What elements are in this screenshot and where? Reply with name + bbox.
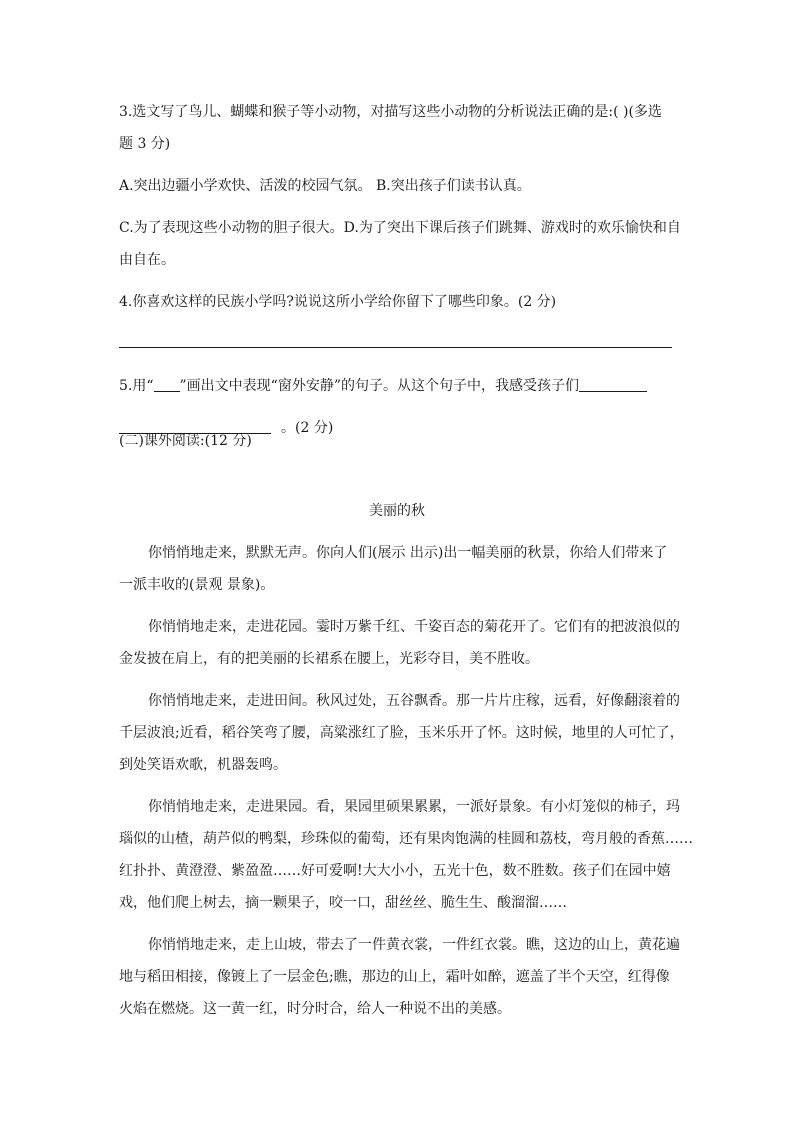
passage-line: 瑙似的山楂，葫芦似的鸭梨，珍珠似的葡萄，还有果肉饱满的桂圆和荔枝，弯月般的香蕉…… — [119, 831, 693, 847]
passage-line: 一派丰收的(景观 景象)。 — [119, 577, 275, 593]
q3-options-ab: A.突出边疆小学欢快、活泼的校园气氛。 B.突出孩子们读书认真。 — [119, 178, 531, 194]
q4-stem: 4.你喜欢这样的民族小学吗?说说这所小学给你留下了哪些印象。(2 分) — [119, 294, 557, 310]
passage-line: 火焰在燃烧。这一黄一红，时分时合，给人一种说不出的美感。 — [119, 1001, 511, 1017]
passage-title: 美丽的秋 — [369, 503, 425, 519]
passage-line: 你悄悄地走来，走进花园。霎时万紫千红、千姿百态的菊花开了。它们有的把波浪似的 — [148, 619, 680, 635]
q4-answer-line — [119, 347, 672, 348]
q5-part1: 5.用“ — [119, 378, 154, 394]
passage-line: 你悄悄地走来，默默无声。你向人们(展示 出示)出一幅美丽的秋景，你给人们带来了 — [148, 545, 668, 561]
q5-answer-blank-1 — [579, 377, 647, 392]
q3-stem-line1: 3.选文写了鸟儿、蝴蝶和猴子等小动物，对描写这些小动物的分析说法正确的是:( )(多选 — [119, 104, 662, 120]
passage-line: 到处笑语欢歌，机器轰鸣。 — [119, 757, 287, 773]
q5-part2: ”画出文中表现“窗外安静”的句子。从这个句子中，我感受孩子们 — [179, 378, 579, 394]
passage-line: 金发披在肩上，有的把美丽的长裙系在腰上，光彩夺目，美不胜收。 — [119, 651, 539, 667]
passage-line: 你悄悄地走来，走上山坡，带去了一件黄衣裳，一件红衣裳。瞧，这边的山上，黄花遍 — [148, 937, 680, 953]
q3-options-cd-line1: C.为了表现这些小动物的胆子很大。D.为了突出下课后孩子们跳舞、游戏时的欢乐愉快和自 — [119, 220, 681, 236]
q3-stem-line2: 题 3 分) — [119, 136, 171, 152]
section2-heading: (二)课外阅读:(12 分) — [119, 433, 252, 449]
passage-line: 红扑扑、黄澄澄、紫盈盈……好可爱啊!大大小小，五光十色，数不胜数。孩子们在园中嬉 — [119, 863, 671, 879]
q5-stem-line1 — [119, 376, 647, 396]
passage-line: 地与稻田相接，像镀上了一层金色;瞧，那边的山上，霜叶如醉，遮盖了半个天空，红得像 — [119, 969, 670, 985]
passage-line: 你悄悄地走来，走进田间。秋风过处，五谷飘香。那一片片庄稼，远看，好像翻滚着的 — [148, 693, 680, 709]
passage-line: 千层波浪;近看，稻谷笑弯了腰，高粱涨红了脸，玉米乐开了怀。这时候，地里的人可忙了， — [119, 725, 684, 741]
q3-options-cd-line2: 由自在。 — [119, 252, 175, 268]
passage-line: 你悄悄地走来，走进果园。看，果园里硕果累累，一派好景象。有小灯笼似的柿子，玛 — [148, 799, 680, 815]
q5-tail: 。(2 分) — [281, 420, 334, 436]
passage-line: 戏，他们爬上树去，摘一颗果子，咬一口，甜丝丝、脆生生、酸溜溜…… — [119, 895, 567, 911]
q5-underline-sample — [154, 377, 180, 392]
